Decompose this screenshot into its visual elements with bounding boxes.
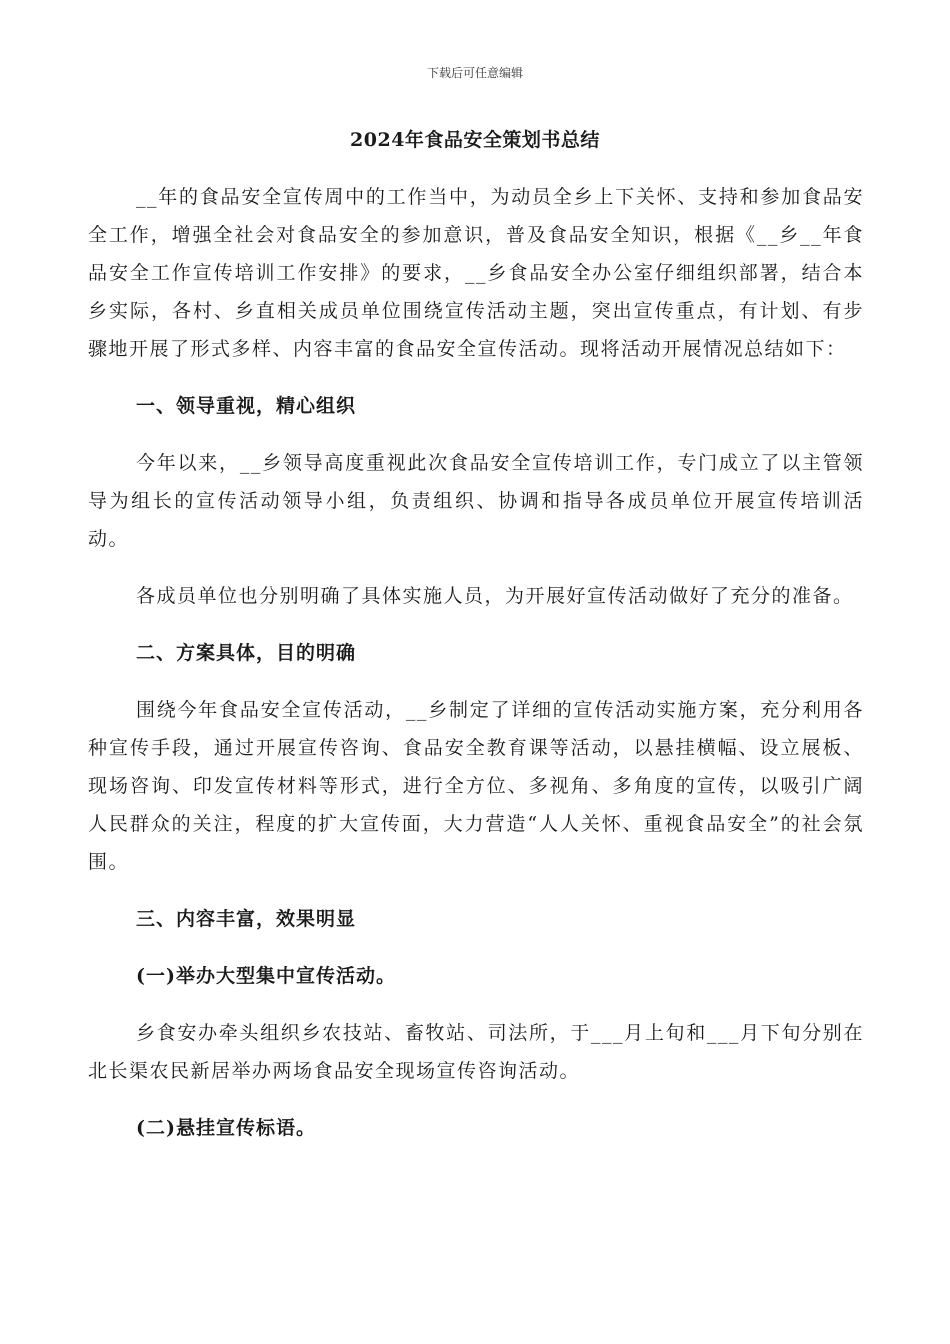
document-body [88,178,864,1147]
section1-paragraph-2: 各成员单位也分别明确了具体实施人员，为开展好宣传活动做好了充分的准备。 [136,585,854,607]
header-note: 下载后可任意编辑 [426,66,523,80]
section-heading-2: 二、方案具体，目的明确 [136,642,357,664]
document-title: 2024年食品安全策划书总结 [350,129,600,151]
section-heading-1: 一、领导重视，精心组织 [136,395,357,417]
subsection-heading-2: (二)悬挂宣传标语。 [136,1117,316,1139]
intro-paragraph: __年的食品安全宣传周中的工作当中，为动员全乡上下关怀、支持和参加食品安全工作，增强全社会对食品安全的参加意识，普及食品安全知识，根据《__乡__年食品安全工作宣传培训工作安排》的要求，__乡食品安全办公室仔细组织部署，结合本乡实际，各村、乡直相关成员单位围绕宣传活动主题，突出宣传重点，有计划、有步骤地开展了形式多样、内容丰富的食品安全宣传活动。现将活动开展情况总结如下： [88,186,864,360]
subsection1-paragraph: 乡食安办牵头组织乡农技站、畜牧站、司法所，于___月上旬和___月下旬分别在北长渠农民新居举办两场食品安全现场宣传咨询活动。 [88,1022,864,1082]
section2-paragraph-1: 围绕今年食品安全宣传活动，__乡制定了详细的宣传活动实施方案，充分利用各种宣传手段，通过开展宣传咨询、食品安全教育课等活动，以悬挂横幅、设立展板、现场咨询、印发宣传材料等形式，进行全方位、多视角、多角度的宣传，以吸引广阔人民群众的关注，程度的扩大宣传面，大力营造“人人关怀、重视食品安全”的社会氛围。 [88,699,864,873]
subsection-heading-1: (一)举办大型集中宣传活动。 [136,965,396,987]
section-heading-3: 三、内容丰富，效果明显 [136,908,357,930]
section1-paragraph-1: 今年以来，__乡领导高度重视此次食品安全宣传培训工作，专门成立了以主管领导为组长的宣传活动领导小组，负责组织、协调和指导各成员单位开展宣传培训活动。 [88,452,864,550]
